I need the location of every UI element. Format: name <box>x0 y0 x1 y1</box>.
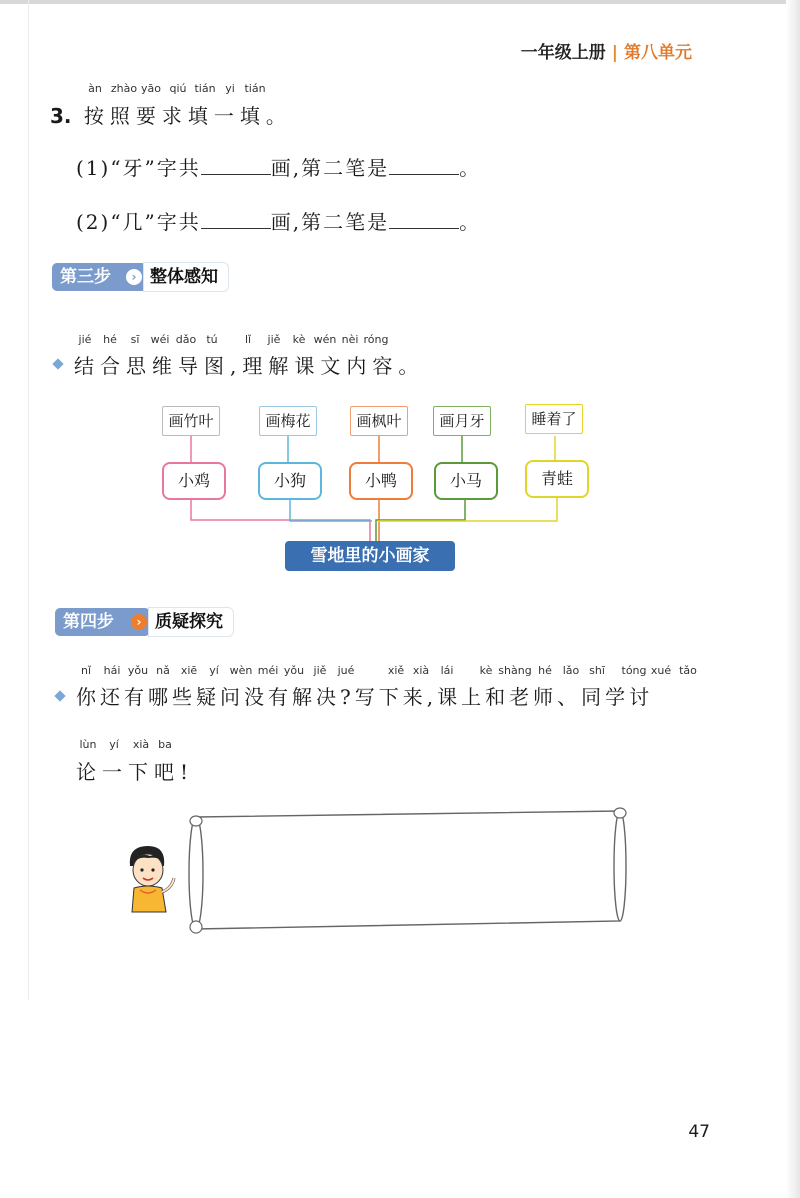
pinyin-syllable: tǎo <box>679 664 697 677</box>
pinyin-syllable: shī <box>589 664 605 677</box>
item1-middle: 画,第二笔是 <box>270 156 390 180</box>
pinyin-syllable: méi <box>257 664 279 677</box>
pinyin-syllable: róng <box>363 333 389 346</box>
pinyin-syllable: wéi <box>150 333 170 346</box>
pinyin-syllable: sī <box>130 333 140 346</box>
pinyin-syllable: yí <box>209 664 219 677</box>
pinyin-syllable: xué <box>650 664 672 677</box>
pinyin-syllable: ba <box>158 738 172 751</box>
mindmap-animal-5: 青蛙 <box>525 460 589 498</box>
mindmap-center: 雪地里的小画家 <box>285 541 455 571</box>
pinyin-syllable: yí <box>109 738 119 751</box>
item1-prefix: (1)“牙”字共 <box>76 156 201 180</box>
item2-end: 。 <box>459 210 482 234</box>
mindmap-action-1: 画竹叶 <box>162 406 220 436</box>
q3-title-text: 按照要求填一填。 <box>83 104 292 128</box>
header-unit: 第八单元 <box>624 43 692 63</box>
mindmap-action-4: 画月牙 <box>433 406 491 436</box>
task4-pinyin-line2 <box>0 738 800 752</box>
pinyin-syllable: nǎ <box>156 664 170 677</box>
pinyin-syllable: yāo <box>141 82 161 95</box>
mindmap-animal-2: 小狗 <box>258 462 322 500</box>
pinyin-syllable: jié <box>78 333 92 346</box>
pinyin-syllable: hé <box>538 664 552 677</box>
pinyin-syllable: xiē <box>180 664 198 677</box>
item2-prefix: (2)“几”字共 <box>76 210 201 234</box>
pinyin-syllable: àn <box>88 82 102 95</box>
pinyin-syllable: lǎo <box>562 664 580 677</box>
pinyin-syllable: nèi <box>341 333 359 346</box>
pinyin-syllable: lái <box>440 664 454 677</box>
pinyin-syllable: hái <box>103 664 121 677</box>
pinyin-syllable: xiě <box>387 664 405 677</box>
task3-text: 结合思维导图,理解课文内容。 <box>74 354 425 378</box>
mindmap-action-2: 画梅花 <box>259 406 317 436</box>
pinyin-syllable: tián <box>194 82 216 95</box>
pinyin-syllable: tú <box>206 333 218 346</box>
pinyin-syllable: lùn <box>79 738 97 751</box>
pinyin-syllable: hé <box>103 333 117 346</box>
pinyin-syllable: jiě <box>313 664 327 677</box>
connector-line <box>290 498 372 521</box>
pinyin-syllable: dǎo <box>175 333 197 346</box>
pinyin-syllable: kè <box>479 664 493 677</box>
task4-pinyin-line1 <box>0 664 800 678</box>
connector-line <box>191 498 370 541</box>
mindmap-animal-3: 小鸭 <box>349 462 413 500</box>
header-grade: 一年级上册 <box>520 43 606 63</box>
item1-end: 。 <box>459 156 482 180</box>
pinyin-syllable: tóng <box>621 664 647 677</box>
pinyin-syllable: zhào <box>110 82 138 95</box>
pinyin-syllable: lǐ <box>244 333 252 346</box>
item2-middle: 画,第二笔是 <box>270 210 390 234</box>
step4-label: 质疑探究 <box>149 608 233 636</box>
task4-line1: 你还有哪些疑问没有解决?写下来,课上和老师、同学讨 <box>76 685 654 709</box>
pinyin-syllable: kè <box>292 333 306 346</box>
pinyin-syllable: wén <box>313 333 337 346</box>
chevron-right-icon: › <box>131 614 147 630</box>
task4-line2: 论一下吧! <box>76 760 195 784</box>
pinyin-syllable: yi <box>225 82 235 95</box>
chevron-right-icon: › <box>126 269 142 285</box>
header-separator: | <box>611 43 618 63</box>
pinyin-syllable: jiě <box>267 333 281 346</box>
pinyin-syllable: xià <box>132 738 150 751</box>
pinyin-syllable: qiú <box>169 82 187 95</box>
bullet-diamond-icon <box>54 690 65 701</box>
answer-scroll[interactable] <box>184 803 632 943</box>
mindmap-animal-1: 小鸡 <box>162 462 226 500</box>
page-number: 47 <box>688 1122 710 1142</box>
step3-label: 整体感知 <box>144 263 228 291</box>
mindmap-action-3: 画枫叶 <box>350 406 408 436</box>
boy-illustration-icon <box>120 842 184 918</box>
mindmap-action-5: 睡着了 <box>525 404 583 434</box>
pinyin-syllable: xià <box>412 664 430 677</box>
pinyin-syllable: jué <box>337 664 355 677</box>
connector-line <box>376 498 465 541</box>
pinyin-syllable: tián <box>244 82 266 95</box>
mindmap-animal-4: 小马 <box>434 462 498 500</box>
pinyin-syllable: nǐ <box>80 664 92 677</box>
step3-tag: 第三步 <box>52 263 147 291</box>
pinyin-syllable: wèn <box>229 664 253 677</box>
pinyin-syllable: yǒu <box>127 664 149 677</box>
pinyin-syllable: shàng <box>498 664 532 677</box>
q3-number: 3. <box>50 104 72 128</box>
step4-tag: 第四步 <box>55 608 150 636</box>
pinyin-syllable: yǒu <box>283 664 305 677</box>
